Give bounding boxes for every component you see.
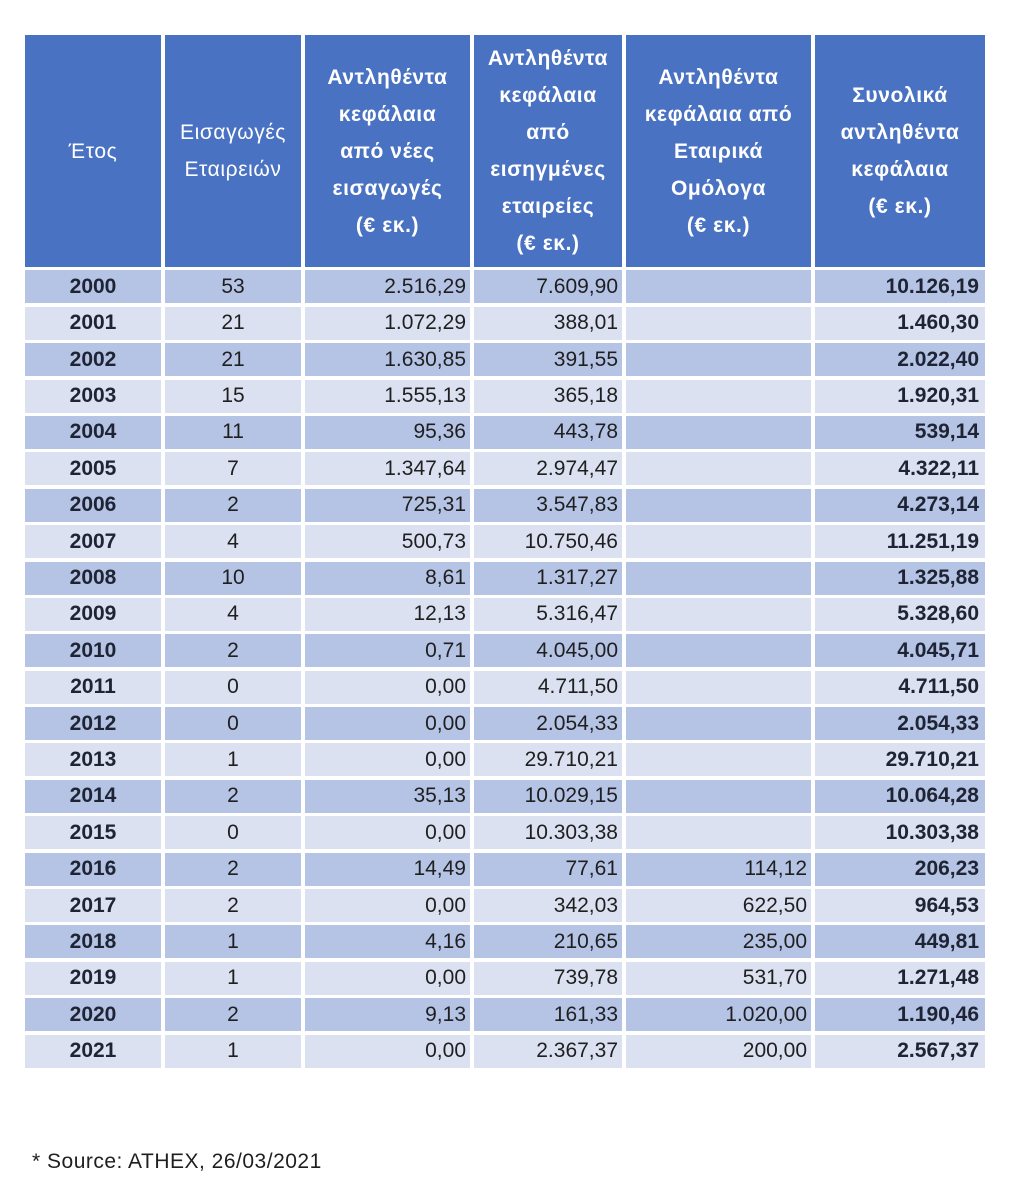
cell-year: 2005 [25, 452, 161, 485]
cell-listed-companies: 342,03 [474, 889, 622, 922]
cell-listed-companies: 388,01 [474, 307, 622, 340]
cell-listed-companies: 29.710,21 [474, 743, 622, 776]
cell-year: 2014 [25, 780, 161, 813]
cell-new-listings: 8,61 [305, 562, 470, 595]
cell-year: 2007 [25, 525, 161, 558]
cell-listed-companies: 10.303,38 [474, 816, 622, 849]
cell-listings: 21 [165, 307, 301, 340]
cell-year: 2012 [25, 707, 161, 740]
cell-year: 2000 [25, 270, 161, 303]
cell-total: 2.054,33 [815, 707, 985, 740]
cell-corporate-bonds [626, 489, 811, 522]
cell-year: 2013 [25, 743, 161, 776]
cell-total: 1.325,88 [815, 562, 985, 595]
cell-total: 539,14 [815, 416, 985, 449]
cell-corporate-bonds [626, 380, 811, 413]
cell-year: 2018 [25, 925, 161, 958]
cell-year: 2008 [25, 562, 161, 595]
cell-year: 2006 [25, 489, 161, 522]
cell-new-listings: 1.072,29 [305, 307, 470, 340]
cell-total: 449,81 [815, 925, 985, 958]
cell-listings: 1 [165, 962, 301, 995]
cell-corporate-bonds [626, 780, 811, 813]
cell-new-listings: 35,13 [305, 780, 470, 813]
cell-year: 2015 [25, 816, 161, 849]
cell-corporate-bonds [626, 343, 811, 376]
cell-listings: 2 [165, 780, 301, 813]
cell-new-listings: 725,31 [305, 489, 470, 522]
cell-new-listings: 1.347,64 [305, 452, 470, 485]
cell-corporate-bonds: 622,50 [626, 889, 811, 922]
cell-total: 29.710,21 [815, 743, 985, 776]
cell-new-listings: 0,00 [305, 816, 470, 849]
cell-total: 2.022,40 [815, 343, 985, 376]
cell-listings: 2 [165, 489, 301, 522]
cell-corporate-bonds [626, 671, 811, 704]
cell-new-listings: 1.630,85 [305, 343, 470, 376]
cell-total: 5.328,60 [815, 598, 985, 631]
cell-listed-companies: 161,33 [474, 998, 622, 1031]
cell-year: 2019 [25, 962, 161, 995]
cell-total: 10.303,38 [815, 816, 985, 849]
cell-listed-companies: 365,18 [474, 380, 622, 413]
cell-year: 2010 [25, 634, 161, 667]
cell-listed-companies: 3.547,83 [474, 489, 622, 522]
cell-listed-companies: 7.609,90 [474, 270, 622, 303]
cell-total: 4.045,71 [815, 634, 985, 667]
cell-listings: 2 [165, 634, 301, 667]
cell-corporate-bonds: 114,12 [626, 853, 811, 886]
cell-listings: 0 [165, 707, 301, 740]
cell-year: 2003 [25, 380, 161, 413]
cell-listings: 1 [165, 743, 301, 776]
cell-total: 10.064,28 [815, 780, 985, 813]
cell-listings: 10 [165, 562, 301, 595]
cell-new-listings: 0,00 [305, 962, 470, 995]
cell-total: 4.273,14 [815, 489, 985, 522]
cell-new-listings: 0,71 [305, 634, 470, 667]
cell-new-listings: 4,16 [305, 925, 470, 958]
cell-total: 2.567,37 [815, 1035, 985, 1068]
cell-corporate-bonds [626, 452, 811, 485]
cell-listed-companies: 443,78 [474, 416, 622, 449]
header-listings: Εισαγωγές Εταιρειών [165, 35, 301, 267]
cell-corporate-bonds [626, 562, 811, 595]
cell-listings: 1 [165, 1035, 301, 1068]
cell-new-listings: 2.516,29 [305, 270, 470, 303]
cell-total: 4.322,11 [815, 452, 985, 485]
cell-listed-companies: 210,65 [474, 925, 622, 958]
cell-year: 2021 [25, 1035, 161, 1068]
cell-year: 2017 [25, 889, 161, 922]
cell-new-listings: 0,00 [305, 671, 470, 704]
cell-listings: 2 [165, 889, 301, 922]
header-corporate-bonds-capital: Αντληθέντα κεφάλαια από Εταιρικά Ομόλογα (€ εκ.) [626, 35, 811, 267]
cell-listings: 2 [165, 998, 301, 1031]
cell-listed-companies: 77,61 [474, 853, 622, 886]
cell-corporate-bonds [626, 598, 811, 631]
cell-corporate-bonds: 235,00 [626, 925, 811, 958]
cell-new-listings: 500,73 [305, 525, 470, 558]
cell-listings: 7 [165, 452, 301, 485]
cell-corporate-bonds [626, 816, 811, 849]
cell-corporate-bonds: 531,70 [626, 962, 811, 995]
header-total-capital: Συνολικά αντληθέντα κεφάλαια (€ εκ.) [815, 35, 985, 267]
cell-year: 2001 [25, 307, 161, 340]
cell-corporate-bonds [626, 525, 811, 558]
cell-new-listings: 95,36 [305, 416, 470, 449]
cell-listings: 1 [165, 925, 301, 958]
cell-listings: 0 [165, 816, 301, 849]
cell-listed-companies: 2.974,47 [474, 452, 622, 485]
cell-total: 1.271,48 [815, 962, 985, 995]
cell-listed-companies: 5.316,47 [474, 598, 622, 631]
cell-corporate-bonds [626, 270, 811, 303]
cell-listings: 4 [165, 525, 301, 558]
cell-total: 4.711,50 [815, 671, 985, 704]
cell-new-listings: 1.555,13 [305, 380, 470, 413]
cell-new-listings: 0,00 [305, 1035, 470, 1068]
cell-listed-companies: 739,78 [474, 962, 622, 995]
cell-listed-companies: 2.054,33 [474, 707, 622, 740]
cell-listings: 4 [165, 598, 301, 631]
cell-total: 1.460,30 [815, 307, 985, 340]
cell-year: 2002 [25, 343, 161, 376]
header-listed-companies-capital: Αντληθέντα κεφάλαια από εισηγμένες εταιρείες (€ εκ.) [474, 35, 622, 267]
cell-listings: 53 [165, 270, 301, 303]
cell-total: 10.126,19 [815, 270, 985, 303]
cell-listings: 2 [165, 853, 301, 886]
cell-year: 2020 [25, 998, 161, 1031]
cell-year: 2016 [25, 853, 161, 886]
cell-corporate-bonds [626, 743, 811, 776]
cell-listed-companies: 4.045,00 [474, 634, 622, 667]
cell-listed-companies: 1.317,27 [474, 562, 622, 595]
cell-total: 11.251,19 [815, 525, 985, 558]
cell-total: 1.920,31 [815, 380, 985, 413]
cell-new-listings: 0,00 [305, 707, 470, 740]
cell-listed-companies: 4.711,50 [474, 671, 622, 704]
cell-total: 964,53 [815, 889, 985, 922]
cell-listed-companies: 10.750,46 [474, 525, 622, 558]
cell-total: 206,23 [815, 853, 985, 886]
header-year: Έτος [25, 35, 161, 267]
cell-corporate-bonds [626, 416, 811, 449]
cell-corporate-bonds: 1.020,00 [626, 998, 811, 1031]
cell-new-listings: 14,49 [305, 853, 470, 886]
cell-year: 2004 [25, 416, 161, 449]
source-note: * Source: ATHEX, 26/03/2021 [32, 1150, 322, 1173]
cell-listed-companies: 10.029,15 [474, 780, 622, 813]
cell-total: 1.190,46 [815, 998, 985, 1031]
cell-listed-companies: 2.367,37 [474, 1035, 622, 1068]
cell-new-listings: 0,00 [305, 889, 470, 922]
cell-listings: 0 [165, 671, 301, 704]
cell-corporate-bonds [626, 307, 811, 340]
cell-corporate-bonds [626, 707, 811, 740]
header-new-listings-capital: Αντληθέντα κεφάλαια από νέες εισαγωγές (€ εκ.) [305, 35, 470, 267]
cell-new-listings: 12,13 [305, 598, 470, 631]
cell-year: 2011 [25, 671, 161, 704]
cell-new-listings: 9,13 [305, 998, 470, 1031]
cell-listings: 11 [165, 416, 301, 449]
cell-corporate-bonds: 200,00 [626, 1035, 811, 1068]
cell-year: 2009 [25, 598, 161, 631]
cell-listings: 21 [165, 343, 301, 376]
capital-raising-table [25, 35, 985, 1068]
cell-corporate-bonds [626, 634, 811, 667]
cell-new-listings: 0,00 [305, 743, 470, 776]
cell-listings: 15 [165, 380, 301, 413]
cell-listed-companies: 391,55 [474, 343, 622, 376]
